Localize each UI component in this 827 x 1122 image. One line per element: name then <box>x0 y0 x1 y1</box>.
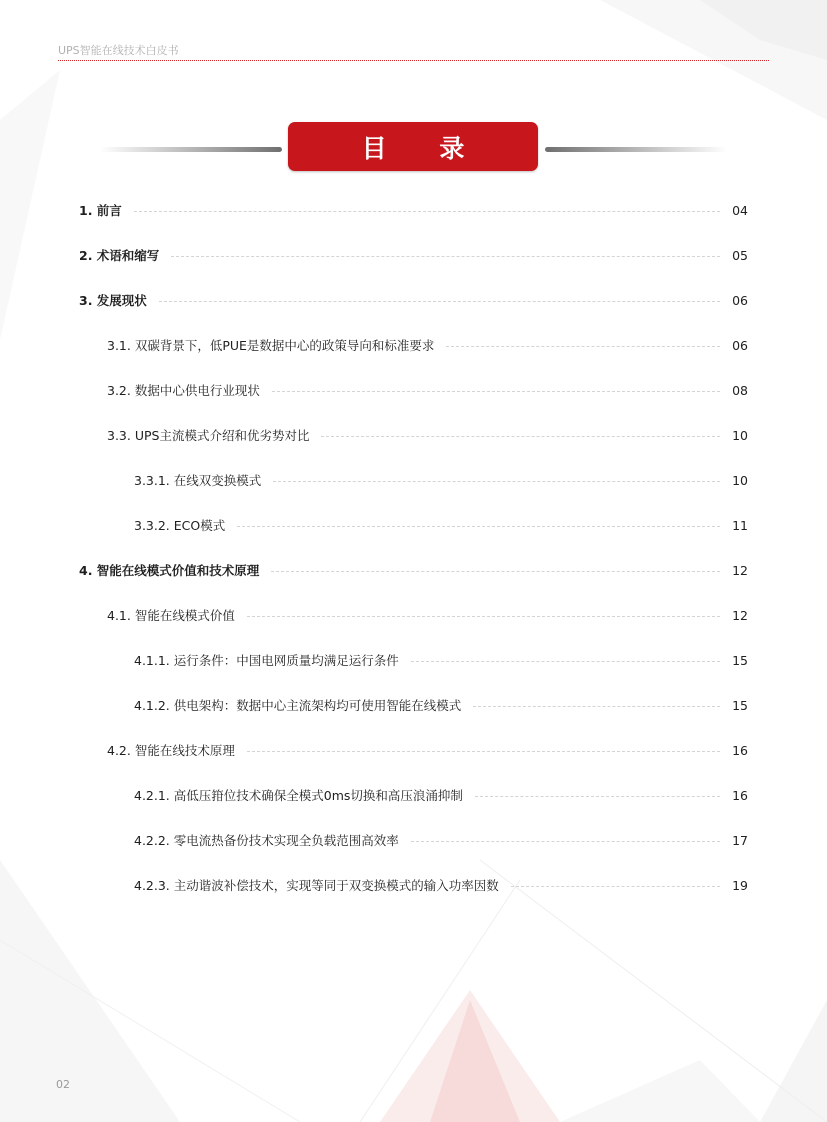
toc-entry-page: 06 <box>732 292 748 308</box>
toc-entry-label: 3. 发展现状 <box>79 293 147 308</box>
title-line-right <box>545 147 727 152</box>
toc-entry-page: 08 <box>732 382 748 398</box>
toc-entry-label: 4.2.3. 主动谐波补偿技术，实现等同于双变换模式的输入功率因数 <box>134 878 499 893</box>
toc-entry-label: 4. 智能在线模式价值和技术原理 <box>79 563 260 578</box>
toc-entry[interactable] <box>134 785 748 805</box>
toc-title: 目 录 <box>288 122 538 171</box>
toc-entry[interactable] <box>134 830 748 850</box>
toc-entry[interactable] <box>134 695 748 715</box>
toc-entry[interactable] <box>79 245 748 265</box>
toc-leader-dots <box>272 391 720 392</box>
toc-leader-dots <box>247 616 720 617</box>
toc-entry-label: 3.1. 双碳背景下，低PUE是数据中心的政策导向和标准要求 <box>107 338 435 353</box>
toc-entry-page: 10 <box>732 472 748 488</box>
toc-leader-dots <box>473 706 720 707</box>
toc-entry-page: 16 <box>732 787 748 803</box>
toc-entry[interactable] <box>107 605 748 625</box>
toc-leader-dots <box>271 571 720 572</box>
document-header-title: UPS智能在线技术白皮书 <box>58 44 179 57</box>
toc-entry-page: 15 <box>732 652 748 668</box>
toc-entry-label: 4.1. 智能在线模式价值 <box>107 608 235 623</box>
toc-entry-label: 4.1.1. 运行条件：中国电网质量均满足运行条件 <box>134 653 399 668</box>
toc-entry[interactable] <box>79 290 748 310</box>
toc-entry[interactable] <box>134 875 748 895</box>
toc-entry[interactable] <box>134 650 748 670</box>
toc-entry[interactable] <box>79 200 748 220</box>
toc-entry[interactable] <box>107 425 748 445</box>
toc-entry-label: 1. 前言 <box>79 203 122 218</box>
toc-entry-label: 4.2.1. 高低压箝位技术确保全模式0ms切换和高压浪涌抑制 <box>134 788 463 803</box>
toc-entry-label: 3.3.2. ECO模式 <box>134 518 226 533</box>
toc-entry-label: 3.3. UPS主流模式介绍和优劣势对比 <box>107 428 310 443</box>
toc-leader-dots <box>411 661 720 662</box>
toc-leader-dots <box>511 886 720 887</box>
toc-leader-dots <box>247 751 720 752</box>
toc-leader-dots <box>273 481 720 482</box>
toc-entry-page: 12 <box>732 607 748 623</box>
toc-entry-page: 11 <box>732 517 748 533</box>
toc-leader-dots <box>321 436 720 437</box>
toc-leader-dots <box>159 301 720 302</box>
toc-entry-page: 15 <box>732 697 748 713</box>
header-divider <box>58 60 769 61</box>
toc-entry-page: 16 <box>732 742 748 758</box>
toc-leader-dots <box>446 346 720 347</box>
toc-entry-label: 3.2. 数据中心供电行业现状 <box>107 383 260 398</box>
toc-leader-dots <box>134 211 720 212</box>
toc-entry-page: 05 <box>732 247 748 263</box>
toc-entry[interactable] <box>107 740 748 760</box>
title-line-left <box>100 147 282 152</box>
toc-entry[interactable] <box>79 560 748 580</box>
toc-entry[interactable] <box>107 380 748 400</box>
toc-title-banner <box>0 122 827 172</box>
toc-entry-page: 06 <box>732 337 748 353</box>
toc-entry[interactable] <box>134 515 748 535</box>
toc-entry-label: 4.1.2. 供电架构：数据中心主流架构均可使用智能在线模式 <box>134 698 462 713</box>
toc-leader-dots <box>237 526 720 527</box>
page-number: 02 <box>56 1078 70 1091</box>
toc-leader-dots <box>411 841 720 842</box>
toc-entry-page: 19 <box>732 877 748 893</box>
toc-entry-label: 4.2.2. 零电流热备份技术实现全负载范围高效率 <box>134 833 399 848</box>
toc-entry[interactable] <box>134 470 748 490</box>
toc-leader-dots <box>171 256 720 257</box>
toc-entry-page: 10 <box>732 427 748 443</box>
toc-entry-label: 4.2. 智能在线技术原理 <box>107 743 235 758</box>
toc-entry-page: 12 <box>732 562 748 578</box>
toc-entry-label: 3.3.1. 在线双变换模式 <box>134 473 262 488</box>
toc-entry-label: 2. 术语和缩写 <box>79 248 160 263</box>
toc-leader-dots <box>475 796 720 797</box>
toc-entry-page: 04 <box>732 202 748 218</box>
toc-entry-page: 17 <box>732 832 748 848</box>
toc-entry[interactable] <box>107 335 748 355</box>
